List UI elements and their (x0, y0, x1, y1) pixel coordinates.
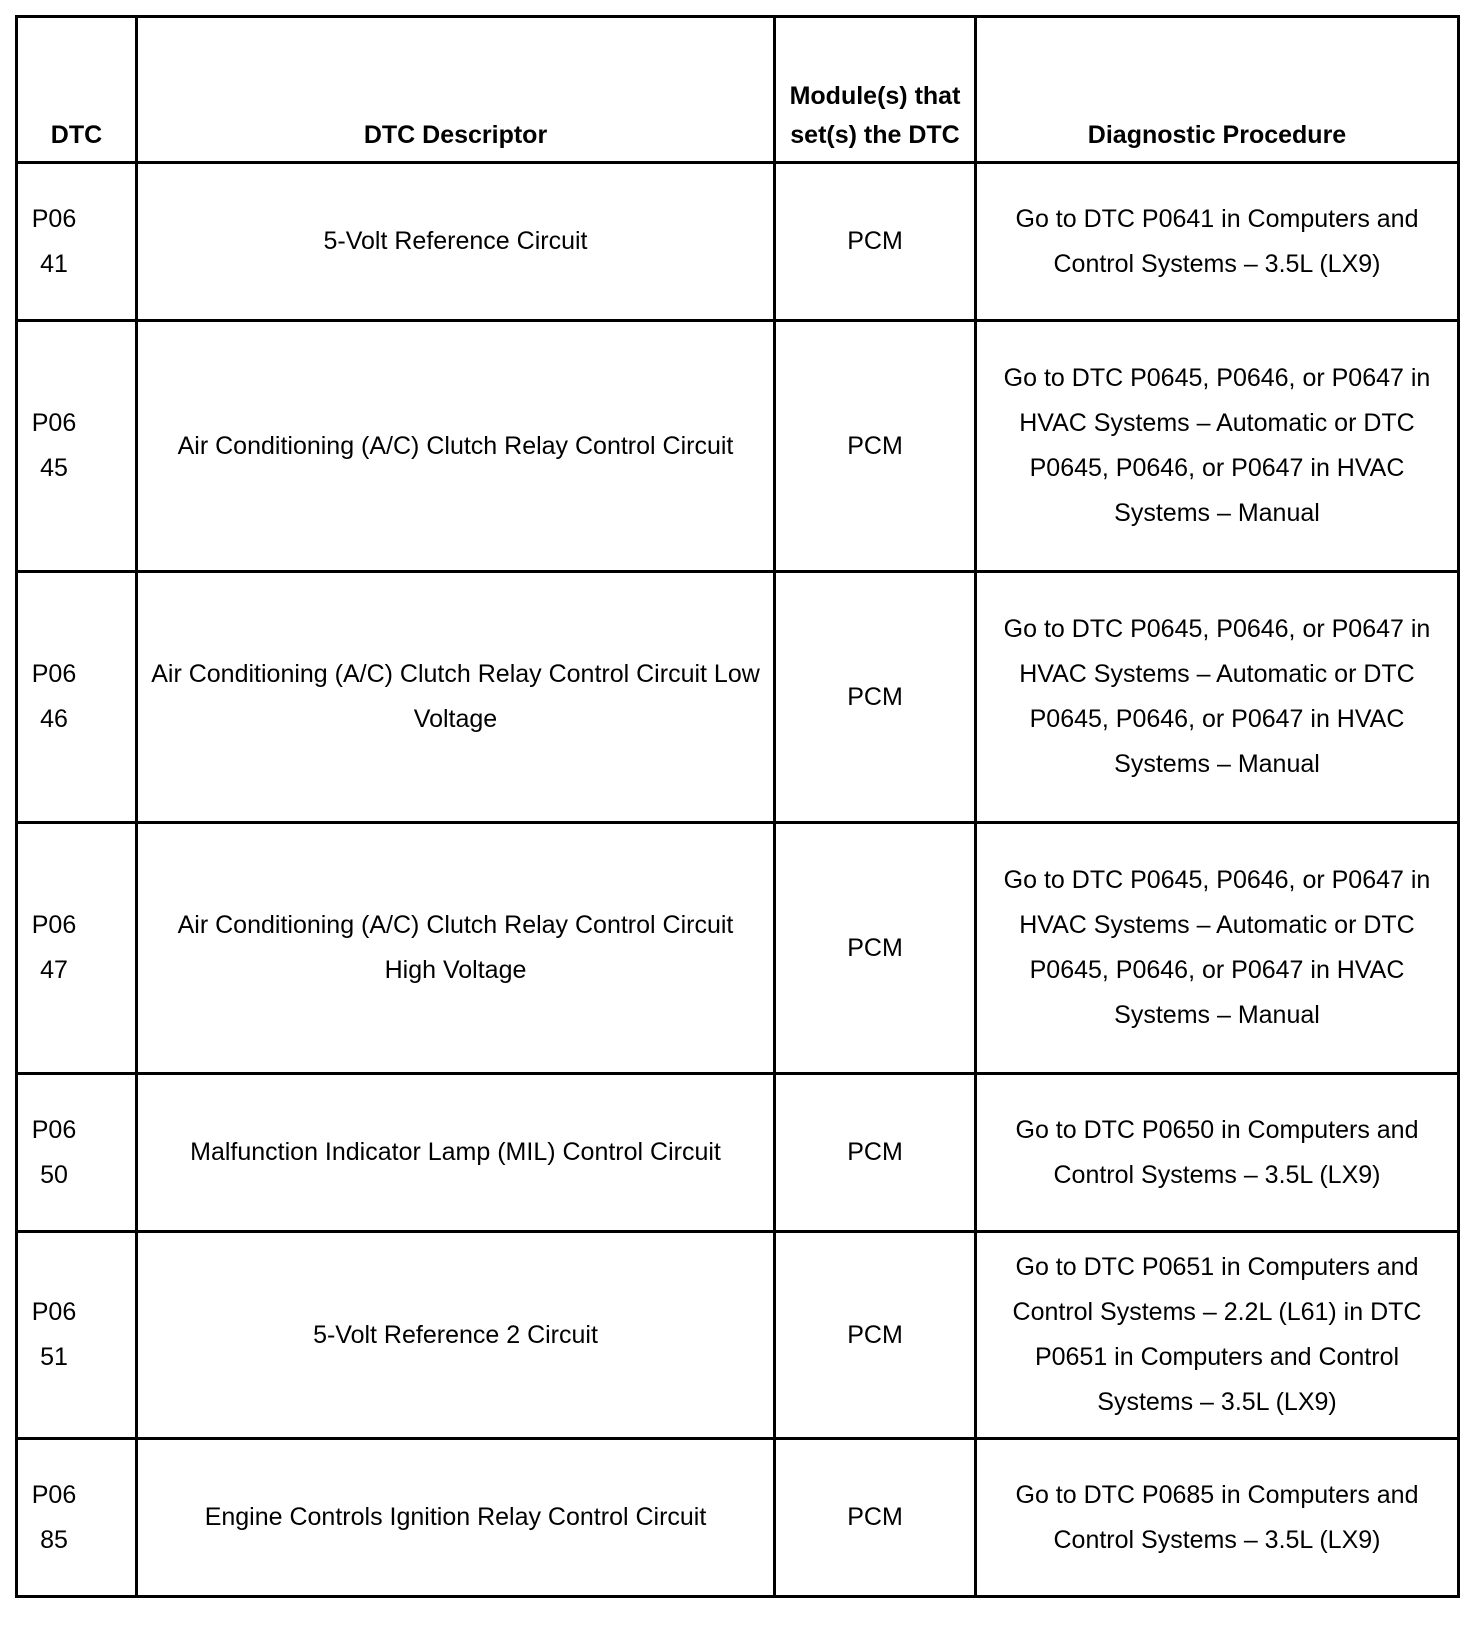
dtc-procedure: Go to DTC P0685 in Computers and Control Systems – 3.5L (LX9) (976, 1439, 1459, 1597)
dtc-code: P0650 (31, 1115, 77, 1189)
dtc-procedure: Go to DTC P0645, P0646, or P0647 in HVAC Systems – Automatic or DTC P0645, P0646, or P0647 in HVAC Systems – Manual (976, 572, 1459, 823)
dtc-module: PCM (775, 1439, 976, 1597)
dtc-procedure: Go to DTC P0641 in Computers and Control Systems – 3.5L (LX9) (976, 163, 1459, 321)
dtc-module: PCM (775, 572, 976, 823)
dtc-code-cell (17, 572, 137, 823)
dtc-table (15, 15, 1460, 1598)
dtc-module: PCM (775, 321, 976, 572)
dtc-code-cell (17, 1074, 137, 1232)
dtc-code: P0651 (31, 1298, 77, 1371)
header-procedure: Diagnostic Procedure (976, 17, 1459, 163)
table-row (17, 1232, 1459, 1439)
table-row (17, 321, 1459, 572)
table-row (17, 163, 1459, 321)
dtc-code-cell (17, 823, 137, 1074)
dtc-module: PCM (775, 1232, 976, 1439)
dtc-descriptor: Air Conditioning (A/C) Clutch Relay Control Circuit Low Voltage (137, 572, 775, 823)
table-row (17, 1074, 1459, 1232)
header-dtc: DTC (17, 17, 137, 163)
dtc-procedure: Go to DTC P0650 in Computers and Control Systems – 3.5L (LX9) (976, 1074, 1459, 1232)
table-row (17, 572, 1459, 823)
dtc-descriptor: 5-Volt Reference 2 Circuit (137, 1232, 775, 1439)
dtc-code: P0647 (31, 911, 77, 984)
dtc-code-cell (17, 163, 137, 321)
header-module: Module(s) that set(s) the DTC (775, 17, 976, 163)
dtc-procedure: Go to DTC P0645, P0646, or P0647 in HVAC Systems – Automatic or DTC P0645, P0646, or P0647 in HVAC Systems – Manual (976, 321, 1459, 572)
dtc-module: PCM (775, 163, 976, 321)
dtc-descriptor: Air Conditioning (A/C) Clutch Relay Control Circuit (137, 321, 775, 572)
table-row (17, 823, 1459, 1074)
dtc-descriptor: Air Conditioning (A/C) Clutch Relay Control Circuit High Voltage (137, 823, 775, 1074)
dtc-descriptor: Malfunction Indicator Lamp (MIL) Control Circuit (137, 1074, 775, 1232)
dtc-code: P0646 (31, 660, 77, 733)
table-row (17, 1439, 1459, 1597)
dtc-module: PCM (775, 823, 976, 1074)
dtc-code: P0685 (31, 1480, 77, 1554)
dtc-code-cell (17, 321, 137, 572)
dtc-descriptor: 5-Volt Reference Circuit (137, 163, 775, 321)
dtc-module: PCM (775, 1074, 976, 1232)
dtc-code-cell (17, 1232, 137, 1439)
dtc-code-cell (17, 1439, 137, 1597)
dtc-procedure: Go to DTC P0645, P0646, or P0647 in HVAC Systems – Automatic or DTC P0645, P0646, or P0647 in HVAC Systems – Manual (976, 823, 1459, 1074)
dtc-procedure: Go to DTC P0651 in Computers and Control Systems – 2.2L (L61) in DTC P0651 in Computers and Control Systems – 3.5L (LX9) (976, 1232, 1459, 1439)
header-descriptor: DTC Descriptor (137, 17, 775, 163)
table-header-row (17, 17, 1459, 163)
dtc-descriptor: Engine Controls Ignition Relay Control Circuit (137, 1439, 775, 1597)
dtc-code: P0645 (31, 409, 77, 482)
dtc-code: P0641 (31, 204, 77, 278)
